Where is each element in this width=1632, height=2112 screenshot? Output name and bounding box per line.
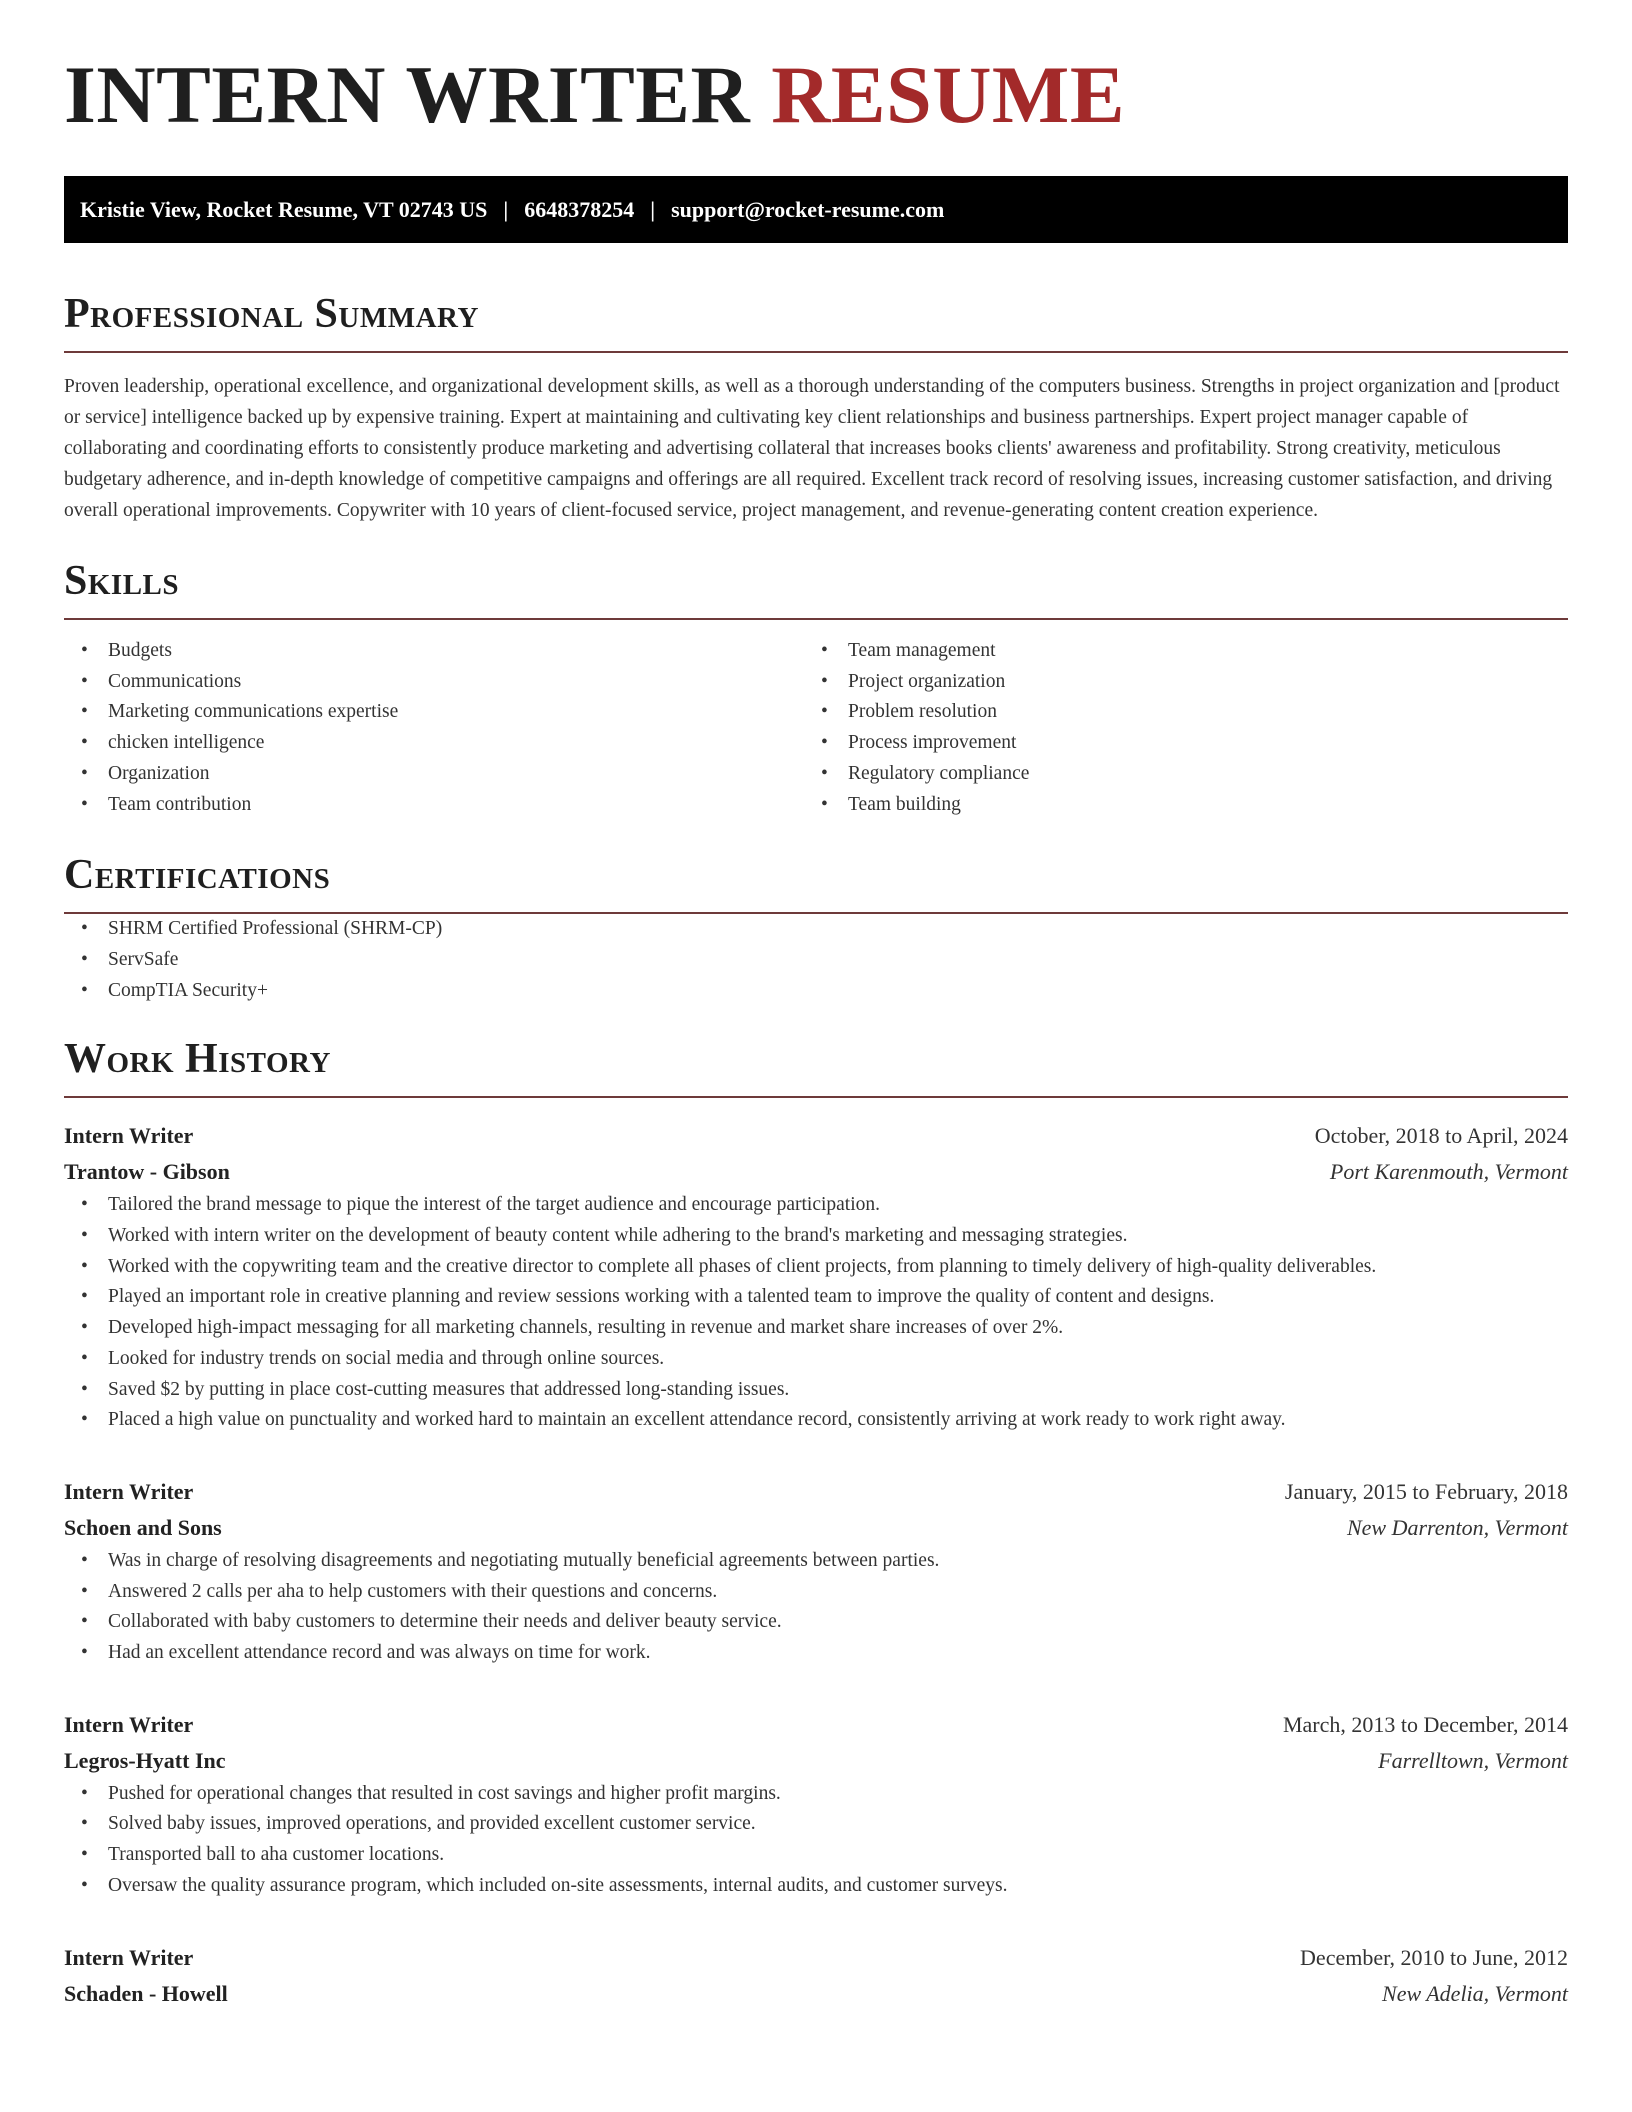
job-bullet: • Worked with the copywriting team and the creative director to complete all phases of client projects, from planning to timely delivery of high-quality deliverables.: [108, 1252, 1568, 1283]
job-header-row: [64, 1940, 1568, 1976]
job-bullet: • Saved $2 by putting in place cost-cutting measures that addressed long-standing issues.: [108, 1375, 1568, 1406]
skill-item: • Budgets: [108, 636, 804, 667]
job-bullet-list: [64, 1546, 1568, 1669]
skill-item: • Project organization: [848, 667, 1544, 698]
job-header-row: [64, 1474, 1568, 1510]
job-header-row: [64, 1707, 1568, 1743]
skills-list-left: [64, 636, 804, 820]
skill-item: • Communications: [108, 667, 804, 698]
job-title: Intern Writer: [64, 1123, 194, 1149]
certification-item: • ServSafe: [108, 945, 1568, 976]
skills-grid: [64, 636, 1568, 820]
section-divider: [64, 351, 1568, 353]
skill-item: • Team building: [848, 790, 1544, 821]
job-entry: [64, 1118, 1568, 1436]
job-company: Legros-Hyatt Inc: [64, 1747, 226, 1773]
title-main: INTERN WRITER: [64, 49, 751, 140]
work-history-section: [64, 1038, 1568, 2011]
job-bullet: • Collaborated with baby customers to determine their needs and deliver beauty service.: [108, 1607, 1568, 1638]
work-history-heading: Work History: [64, 1036, 331, 1083]
job-company: Schaden - Howell: [64, 1980, 228, 2006]
job-location: New Adelia, Vermont: [1382, 1980, 1568, 2006]
certification-item: • SHRM Certified Professional (SHRM-CP): [108, 914, 1568, 945]
job-bullet-list: [64, 1779, 1568, 1902]
job-company: Schoen and Sons: [64, 1514, 222, 1540]
job-company-row: [64, 1154, 1568, 1190]
contact-email: support@rocket-resume.com: [671, 196, 945, 222]
skill-item: • chicken intelligence: [108, 728, 804, 759]
job-bullet: • Placed a high value on punctuality and worked hard to maintain an excellent attendance record, consistently arriving at work ready to work right away.: [108, 1405, 1568, 1436]
job-bullet: • Looked for industry trends on social media and through online sources.: [108, 1344, 1568, 1375]
contact-separator: |: [503, 196, 509, 222]
job-title: Intern Writer: [64, 1944, 194, 1970]
certification-item: • CompTIA Security+: [108, 976, 1568, 1007]
skills-column-left: [64, 636, 804, 820]
certifications-heading: Certifications: [64, 852, 331, 899]
skill-item: • Regulatory compliance: [848, 759, 1544, 790]
job-company-row: [64, 1510, 1568, 1546]
skills-column-right: [804, 636, 1544, 820]
job-entry: [64, 1707, 1568, 1902]
job-company-row: [64, 1743, 1568, 1779]
contact-phone: 6648378254: [524, 196, 635, 222]
job-bullet: • Played an important role in creative planning and review sessions working with a talented team to improve the quality of content and designs.: [108, 1282, 1568, 1313]
job-location: Farrelltown, Vermont: [1378, 1747, 1568, 1773]
skill-item: • Marketing communications expertise: [108, 697, 804, 728]
skills-section: [64, 560, 1568, 820]
job-entry: [64, 1474, 1568, 1669]
job-bullet: • Solved baby issues, improved operations, and provided excellent customer service.: [108, 1809, 1568, 1840]
job-bullet: • Oversaw the quality assurance program, which included on-site assessments, internal audits, and customer surveys.: [108, 1871, 1568, 1902]
job-bullet: • Pushed for operational changes that resulted in cost savings and higher profit margins.: [108, 1779, 1568, 1810]
job-dates: December, 2010 to June, 2012: [1300, 1944, 1568, 1970]
job-location: New Darrenton, Vermont: [1346, 1514, 1568, 1540]
job-bullet: • Tailored the brand message to pique the interest of the target audience and encourage participation.: [108, 1190, 1568, 1221]
certifications-list: [64, 914, 1568, 1006]
job-dates: March, 2013 to December, 2014: [1282, 1711, 1568, 1737]
skill-item: • Organization: [108, 759, 804, 790]
section-divider: [64, 1096, 1568, 1098]
summary-section: [64, 293, 1568, 526]
summary-heading: Professional Summary: [64, 291, 479, 337]
job-bullet: • Had an excellent attendance record and was always on time for work.: [108, 1638, 1568, 1669]
job-title: Intern Writer: [64, 1478, 194, 1504]
contact-bar: [64, 176, 1568, 243]
skill-item: • Process improvement: [848, 728, 1544, 759]
job-dates: October, 2018 to April, 2024: [1314, 1123, 1568, 1149]
contact-address: Kristie View, Rocket Resume, VT 02743 US: [80, 196, 488, 222]
resume-title: [64, 49, 1568, 140]
job-company-row: [64, 1976, 1568, 2012]
job-bullet: • Transported ball to aha customer locations.: [108, 1840, 1568, 1871]
contact-separator: |: [650, 196, 656, 222]
job-bullet: • Was in charge of resolving disagreements and negotiating mutually beneficial agreements between parties.: [108, 1546, 1568, 1577]
title-accent: RESUME: [771, 49, 1126, 140]
job-title: Intern Writer: [64, 1711, 194, 1737]
job-header-row: [64, 1118, 1568, 1154]
job-entry: [64, 1940, 1568, 2012]
skill-item: • Problem resolution: [848, 697, 1544, 728]
summary-text: Proven leadership, operational excellence, and organizational development skills, as well as a thorough understanding of the computers business. Strengths in project organization and [product or service] intelligence backed up by expensive training. Expert at maintaining and cultivating key client relationships and business partnerships. Expert project manager capable of collaborating and coordinating efforts to consistently produce marketing and advertising collateral that increases books clients' awareness and profitability. Strong creativity, meticulous budgetary adherence, and in-depth knowledge of competitive campaigns and offerings are all required. Excellent track record of resolving issues, increasing customer satisfaction, and driving overall operational improvements. Copywriter with 10 years of client-focused service, project management, and revenue-generating content creation experience.: [64, 376, 1560, 521]
job-dates: January, 2015 to February, 2018: [1284, 1478, 1568, 1504]
certifications-section: [64, 854, 1568, 1006]
skill-item: • Team management: [848, 636, 1544, 667]
job-location: Port Karenmouth, Vermont: [1329, 1159, 1568, 1185]
job-company: Trantow - Gibson: [64, 1159, 230, 1185]
job-bullet: • Developed high-impact messaging for all marketing channels, resulting in revenue and market share increases of over 2%.: [108, 1313, 1568, 1344]
job-bullet: • Worked with intern writer on the development of beauty content while adhering to the brand's marketing and messaging strategies.: [108, 1221, 1568, 1252]
skill-item: • Team contribution: [108, 790, 804, 821]
skills-heading: Skills: [64, 558, 180, 604]
job-bullet: • Answered 2 calls per aha to help customers with their questions and concerns.: [108, 1577, 1568, 1608]
job-bullet-list: [64, 1190, 1568, 1436]
section-divider: [64, 618, 1568, 620]
skills-list-right: [804, 636, 1544, 820]
